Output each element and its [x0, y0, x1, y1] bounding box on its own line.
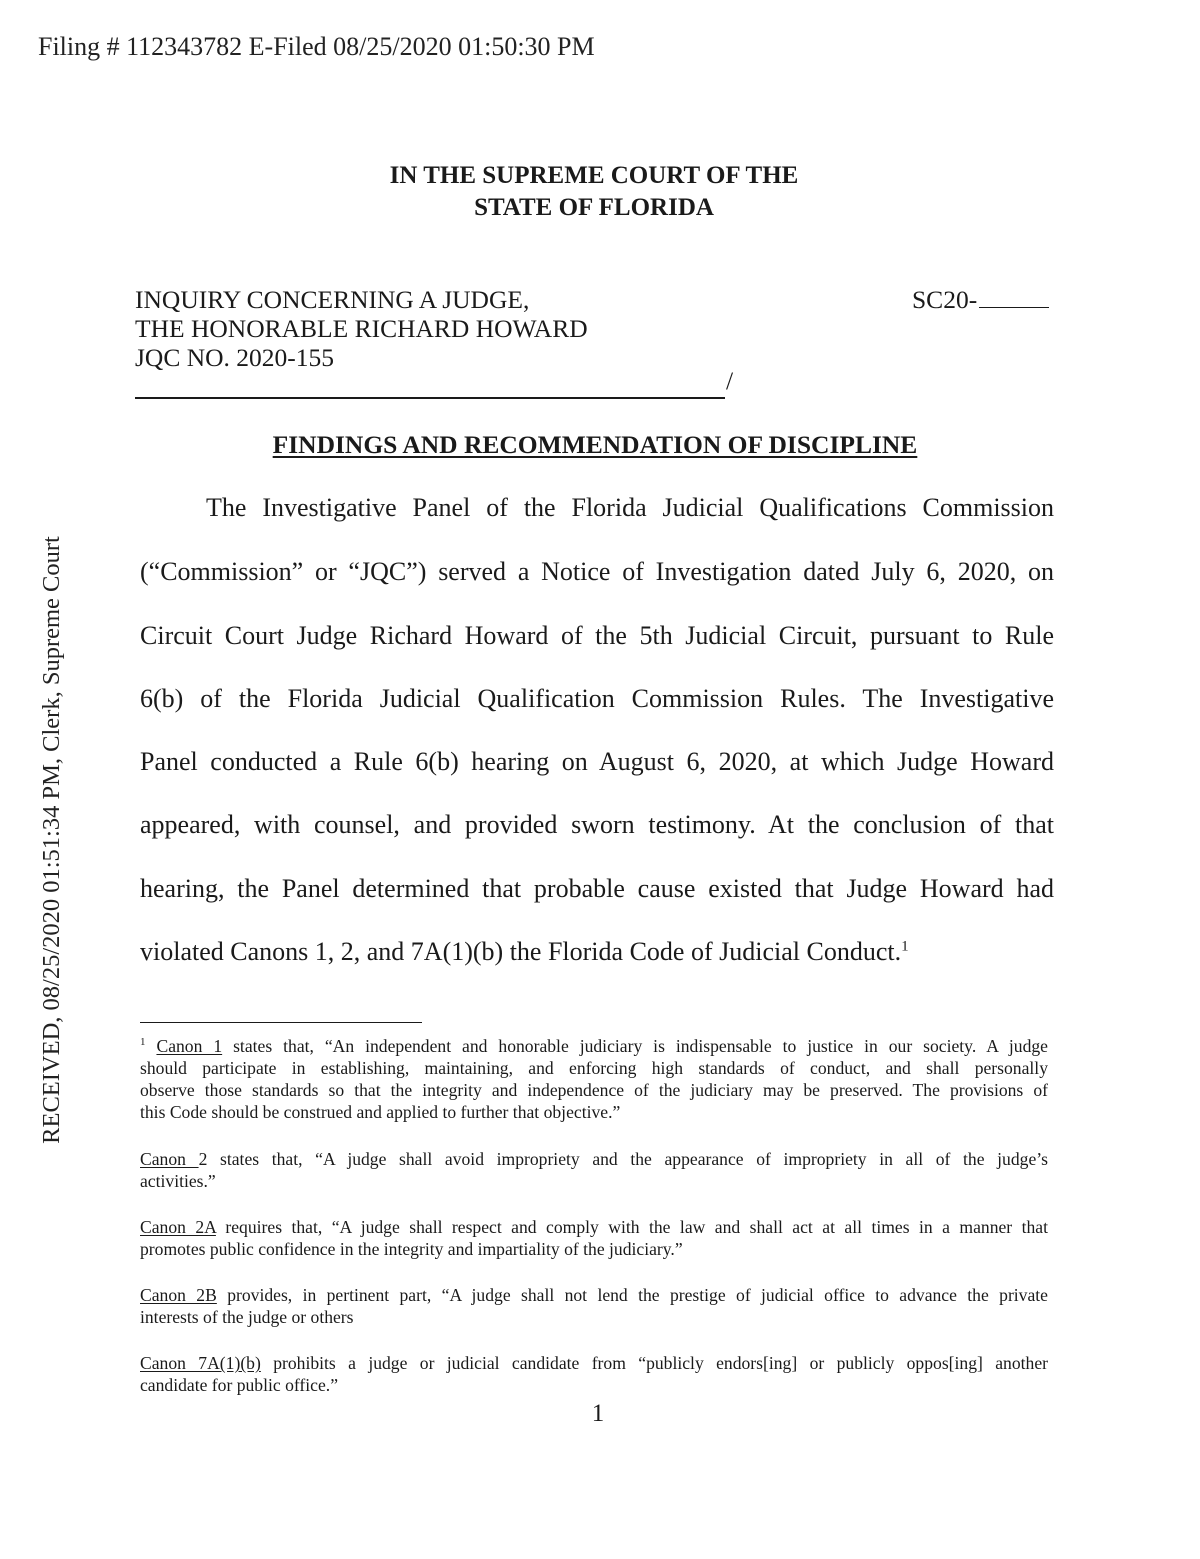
case-number-blank [979, 285, 1049, 308]
footnote-canon-1-line-4: this Code should be construed and applied to further that objective.” [140, 1102, 621, 1122]
footnote-canon-2b-line-2: interests of the judge or others [140, 1307, 354, 1327]
body-line-8 [140, 937, 1054, 967]
canon-1-text: states that, “An independent and honorable judiciary is indispensable to justice in our society. A judge [222, 1036, 1048, 1056]
canon-2b-text: provides, in pertinent part, “A judge shall not lend the prestige of judicial office to advance the private [216, 1285, 1048, 1305]
court-heading-line-2: STATE OF FLORIDA [474, 194, 714, 221]
body-line-2: (“Commission” or “JQC”) served a Notice of Investigation dated July 6, 2020, on [140, 557, 1054, 586]
filing-stamp: Filing # 112343782 E-Filed 08/25/2020 01:50:30 PM [38, 32, 595, 61]
footnote-canon-1-line-2: should participate in establishing, maintaining, and enforcing high standards of conduct, and shall personally [140, 1058, 1048, 1078]
footnote-marker: 1 [140, 1036, 146, 1049]
canon-2b-label: Canon 2B [140, 1285, 217, 1305]
document-title: FINDINGS AND RECOMMENDATION OF DISCIPLINE [272, 430, 918, 459]
page-number: 1 [591, 1400, 605, 1427]
canon-2-label: Canon [140, 1149, 199, 1169]
footnote-canon-2a-line-2: promotes public confidence in the integrity and impartiality of the judiciary.” [140, 1239, 683, 1259]
canon-2-label-number: 2 [198, 1149, 208, 1169]
footnote-canon-2-line-2: activities.” [140, 1171, 216, 1191]
footnote-canon-2a-line-1 [140, 1216, 1048, 1238]
footnote-reference: 1 [901, 938, 909, 955]
caption-line-1: INQUIRY CONCERNING A JUDGE, [135, 285, 530, 314]
canon-7a-label: Canon 7A(1)(b) [140, 1353, 261, 1373]
body-line-1: The Investigative Panel of the Florida Judicial Qualifications Commission [206, 493, 1054, 522]
canon-2-text: states that, “A judge shall avoid impropriety and the appearance of impropriety in all of the judge’s [207, 1149, 1048, 1169]
footnote-rule [140, 1022, 422, 1023]
body-line-7: hearing, the Panel determined that probable cause existed that Judge Howard had [140, 874, 1054, 903]
body-line-8-text: violated Canons 1, 2, and 7A(1)(b) the Florida Code of Judicial Conduct. [140, 937, 902, 966]
footnote-canon-1-line-1 [140, 1035, 1048, 1057]
canon-2a-label: Canon 2A [140, 1217, 216, 1237]
canon-1-label: Canon 1 [156, 1036, 223, 1056]
footnote-canon-1-line-3: observe those standards so that the integrity and independence of the judiciary may be preserved. The provisions of [140, 1080, 1048, 1100]
footnote-canon-7a-line-2: candidate for public office.” [140, 1375, 338, 1395]
footnote-canon-2b-line-1 [140, 1284, 1048, 1306]
canon-7a-text: prohibits a judge or judicial candidate from “publicly endors[ing] or publicly oppos[ing] another [260, 1353, 1048, 1373]
received-stamp: RECEIVED, 08/25/2020 01:51:34 PM, Clerk, Supreme Court [38, 536, 65, 1144]
body-line-3: Circuit Court Judge Richard Howard of the 5th Judicial Circuit, pursuant to Rule [140, 621, 1054, 650]
footnote-canon-7a-line-1 [140, 1352, 1048, 1374]
body-line-4: 6(b) of the Florida Judicial Qualification Commission Rules. The Investigative [140, 684, 1054, 713]
footnote-canon-2-line-1 [140, 1148, 1048, 1170]
body-line-6: appeared, with counsel, and provided sworn testimony. At the conclusion of that [140, 810, 1054, 839]
case-number-prefix: SC20- [912, 285, 978, 314]
body-line-5: Panel conducted a Rule 6(b) hearing on August 6, 2020, at which Judge Howard [140, 747, 1054, 776]
caption-line-2: THE HONORABLE RICHARD HOWARD [135, 314, 588, 343]
canon-2a-text: requires that, “A judge shall respect and comply with the law and shall act at all times in a manner that [215, 1217, 1048, 1237]
caption-line-3: JQC NO. 2020-155 [135, 343, 335, 372]
caption-rule [135, 397, 725, 399]
court-heading-line-1: IN THE SUPREME COURT OF THE [389, 162, 799, 189]
caption-slash: / [726, 366, 734, 395]
case-number [912, 284, 1049, 315]
